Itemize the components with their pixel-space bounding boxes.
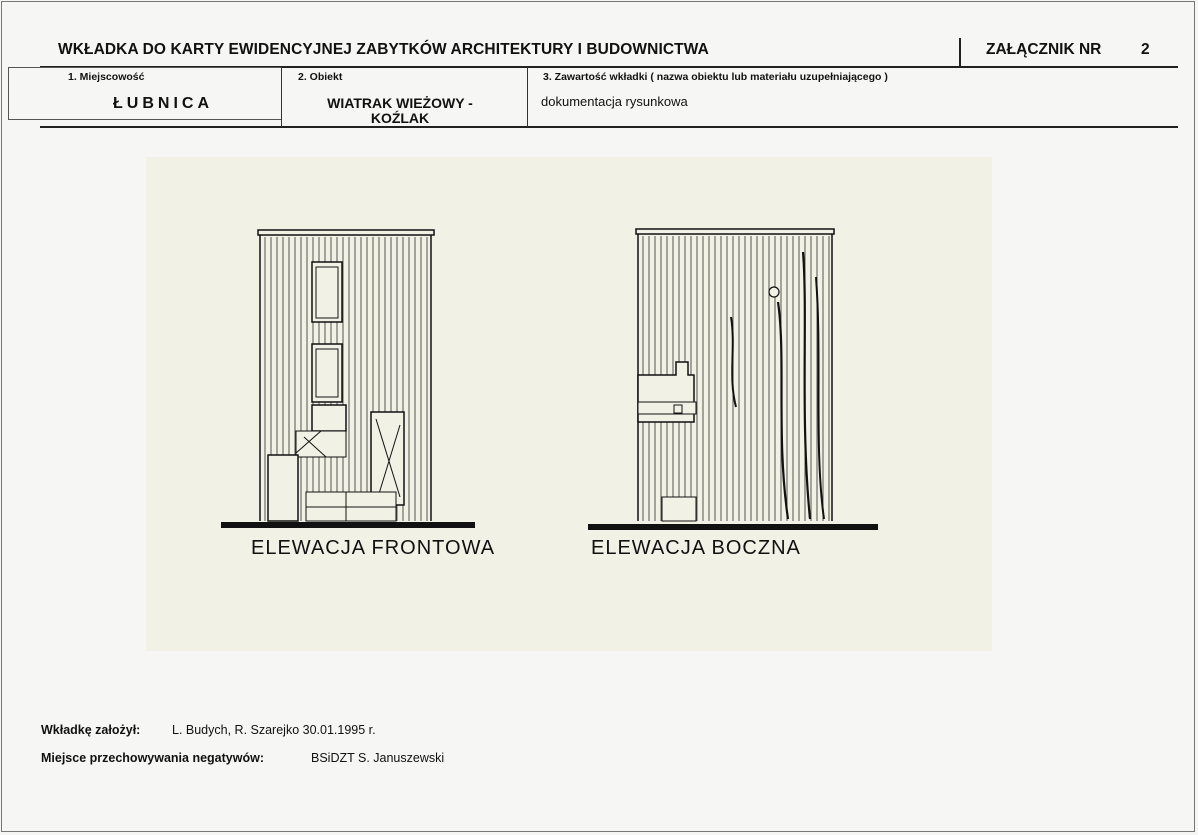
locality-value: ŁUBNICA <box>113 95 213 112</box>
attachment-number: 2 <box>1141 41 1150 58</box>
contents-value: dokumentacja rysunkowa <box>541 94 688 109</box>
object-value-line2: KOŹLAK <box>370 110 430 126</box>
column-divider-2 <box>527 67 528 127</box>
front-elevation-sketch <box>221 230 475 528</box>
object-value-line1: WIATRAK WIEŻOWY - <box>327 95 473 111</box>
contents-label: 3. Zawartość wkładki ( nazwa obiektu lub materiału uzupełniającego ) <box>543 71 888 83</box>
locality-label: 1. Miejscowość <box>68 71 145 83</box>
storage-value: BSiDZT S. Januszewski <box>311 751 445 765</box>
document-title: WKŁADKA DO KARTY EWIDENCYJNEJ ZABYTKÓW ARCHITEKTURY I BUDOWNICTWA <box>58 41 709 58</box>
header-rule-bottom <box>40 126 1178 128</box>
founded-value: L. Budych, R. Szarejko 30.01.1995 r. <box>172 723 376 737</box>
side-elevation-caption: ELEWACJA BOCZNA <box>591 537 801 559</box>
object-value <box>300 96 500 126</box>
side-elevation-sketch <box>588 229 878 530</box>
founded-label: Wkładkę założył: <box>41 723 141 737</box>
attachment-label: ZAŁĄCZNIK NR <box>986 41 1102 58</box>
header-separator <box>959 38 961 68</box>
elevation-drawing-svg <box>146 157 992 651</box>
elevation-drawing <box>146 157 992 651</box>
front-elevation-caption: ELEWACJA FRONTOWA <box>251 537 496 559</box>
object-label: 2. Obiekt <box>298 71 343 83</box>
storage-label: Miejsce przechowywania negatywów: <box>41 751 264 765</box>
column-divider-1 <box>281 67 282 127</box>
